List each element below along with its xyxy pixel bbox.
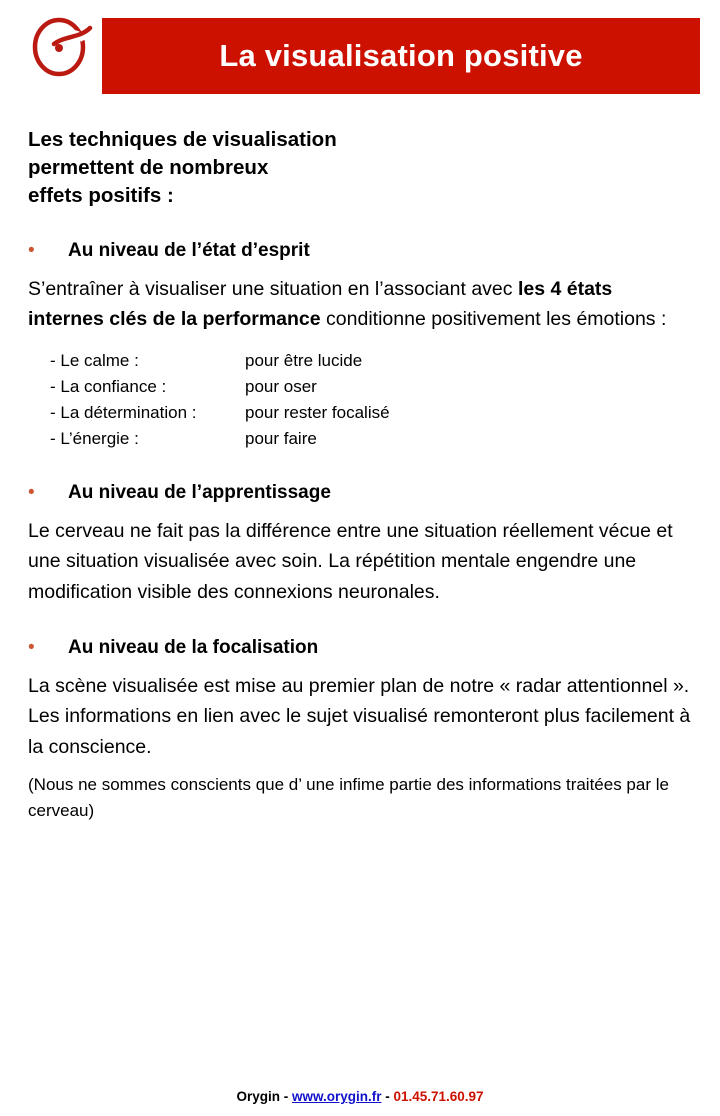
lead-line-3: effets positifs : bbox=[28, 183, 174, 207]
footer-separator: - bbox=[381, 1089, 394, 1104]
section-2-paragraph: Le cerveau ne fait pas la différence entre une situation réellement vécue et une situation visualisée avec soin. La répétition mentale engendre une modification visible des connexions neuronales. bbox=[28, 519, 673, 603]
list-item-def: pour faire bbox=[245, 428, 317, 448]
footer bbox=[0, 1089, 720, 1104]
para-part-1: S’entraîner à visualiser une situation en l’associant avec bbox=[28, 277, 518, 300]
footer-phone: 01.45.71.60.97 bbox=[393, 1089, 484, 1104]
bullet-icon: • bbox=[28, 636, 35, 658]
list-item-term: - Le calme : bbox=[50, 351, 139, 371]
section-label: Au niveau de l’apprentissage bbox=[68, 481, 331, 503]
list-item bbox=[50, 374, 692, 400]
list-item-def: pour être lucide bbox=[245, 351, 363, 371]
bullet-icon: • bbox=[28, 481, 35, 503]
para-part-2-bold: les 4 états internes clés de la performance bbox=[28, 277, 613, 331]
lead-paragraph bbox=[28, 126, 692, 210]
footer-brand: Orygin bbox=[236, 1089, 280, 1104]
list-item-term: - L’énergie : bbox=[50, 428, 139, 448]
page-title: La visualisation positive bbox=[219, 38, 583, 73]
section-3-paragraph: La scène visualisée est mise au premier plan de notre « radar attentionnel ». Les informations en lien avec le sujet visualisé remonteront plus facilement à la conscience. bbox=[28, 674, 691, 758]
lead-line-2: permettent de nombreux bbox=[28, 155, 269, 179]
list-item-term: - La confiance : bbox=[50, 377, 167, 397]
orygin-logo-icon bbox=[18, 14, 102, 86]
footer-website-link[interactable]: www.orygin.fr bbox=[291, 1089, 382, 1104]
section-1-paragraph bbox=[28, 274, 692, 335]
slide-header bbox=[0, 0, 720, 100]
list-item bbox=[50, 400, 692, 426]
list-item-term: - La détermination : bbox=[50, 403, 197, 423]
slide-content bbox=[0, 126, 720, 823]
list-item-def: pour rester focalisé bbox=[245, 403, 390, 423]
section-heading-focalisation bbox=[28, 637, 692, 659]
section-heading-etat-desprit bbox=[28, 240, 692, 262]
para-part-3: conditionne positivement les émotions : bbox=[320, 308, 667, 331]
section-label: Au niveau de la focalisation bbox=[68, 636, 319, 658]
etats-internes-list bbox=[50, 348, 692, 451]
section-3-note: (Nous ne sommes conscients que d’ une infime partie des informations traitées par le cerveau) bbox=[28, 775, 669, 820]
bullet-icon: • bbox=[28, 239, 35, 261]
footer-separator: - bbox=[279, 1089, 292, 1104]
list-item bbox=[50, 426, 692, 452]
list-item-def: pour oser bbox=[245, 377, 317, 397]
section-heading-apprentissage bbox=[28, 482, 692, 504]
section-label: Au niveau de l’état d’esprit bbox=[68, 239, 310, 261]
lead-line-1: Les techniques de visualisation bbox=[28, 128, 337, 151]
list-item bbox=[50, 348, 692, 374]
title-banner bbox=[102, 18, 700, 94]
